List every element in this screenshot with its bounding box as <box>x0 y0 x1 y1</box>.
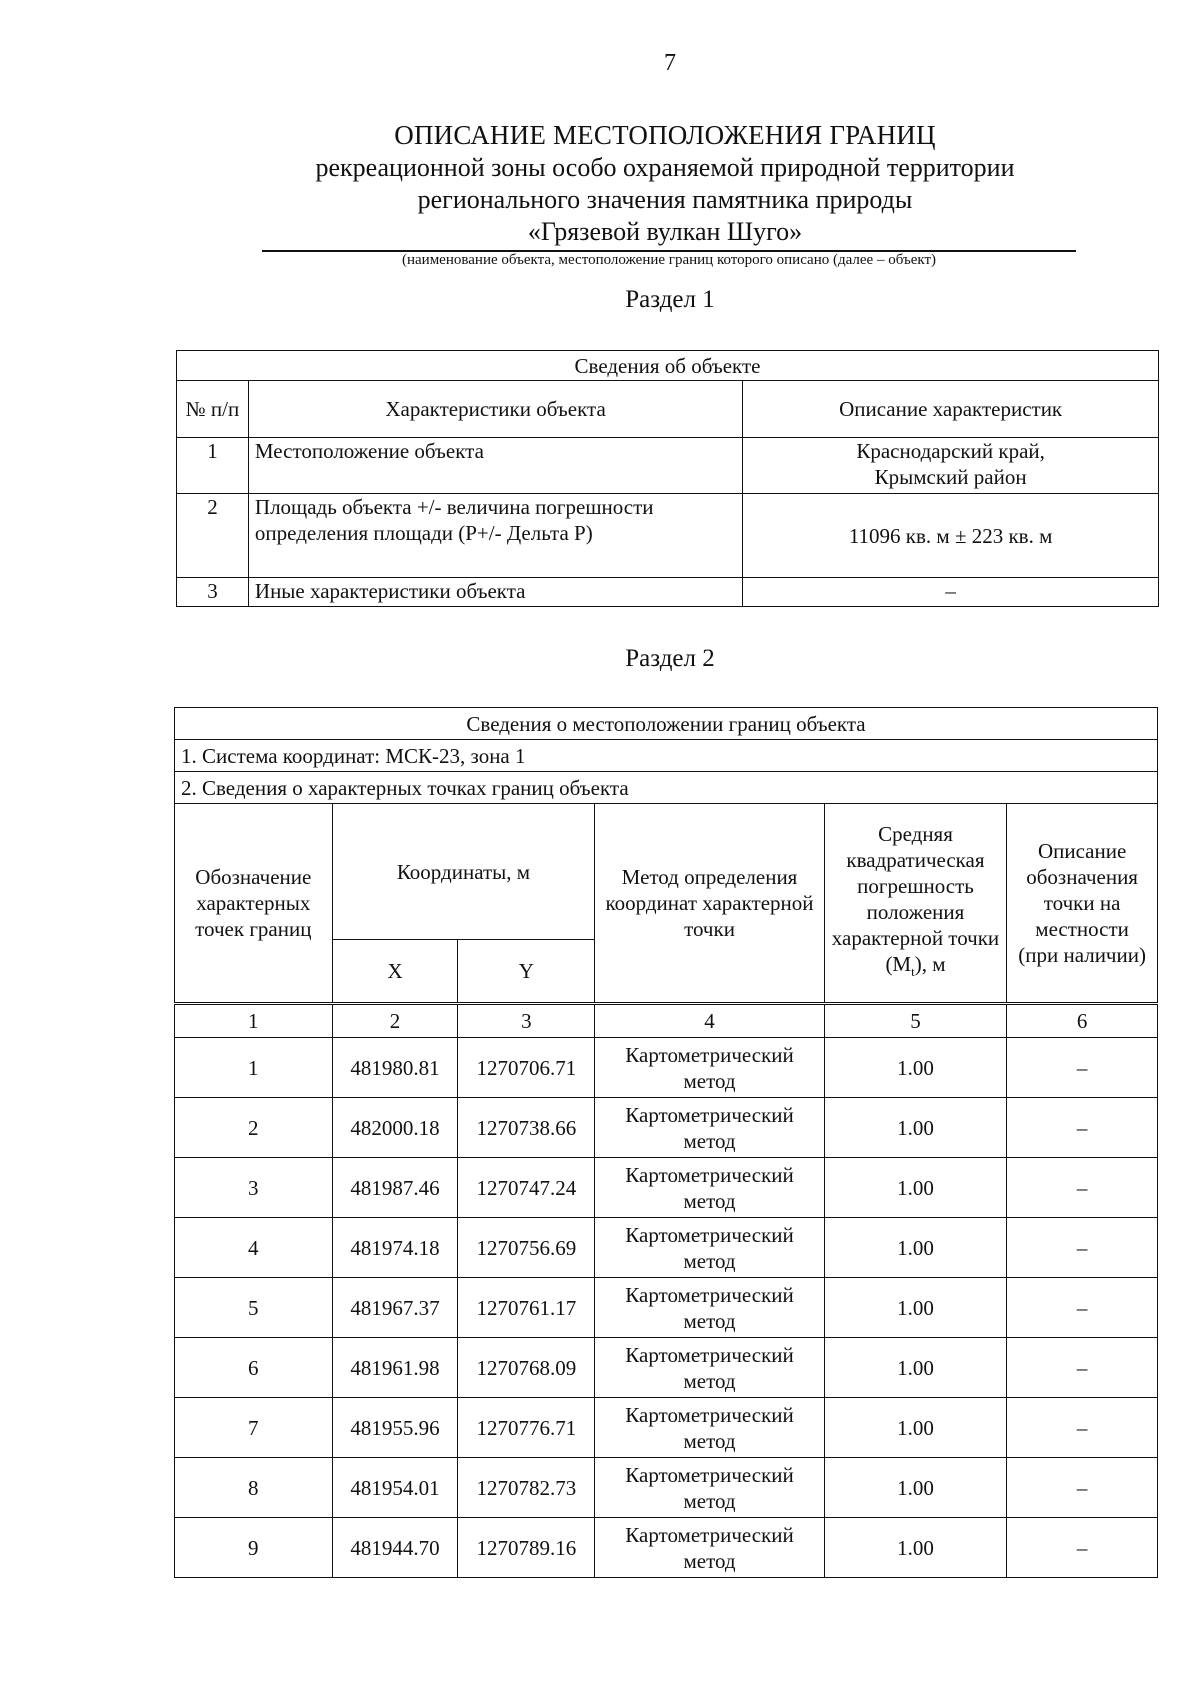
column-number: 1 <box>175 1004 333 1038</box>
point-method: Картометрический метод <box>595 1098 824 1158</box>
point-method: Картометрический метод <box>595 1518 824 1578</box>
point-error: 1.00 <box>824 1218 1006 1278</box>
coord-x: 481944.70 <box>332 1518 458 1578</box>
point-method: Картометрический метод <box>595 1158 824 1218</box>
coord-x: 481967.37 <box>332 1278 458 1338</box>
header-point-description: Описание обозначения точки на местности (при наличии) <box>1007 804 1158 1004</box>
coord-y: 1270768.09 <box>458 1338 595 1398</box>
row-value: 11096 кв. м ± 223 кв. м <box>743 494 1159 578</box>
table-row <box>175 1398 1158 1458</box>
document-title <box>230 118 1100 248</box>
point-error: 1.00 <box>824 1038 1006 1098</box>
object-info-table <box>176 350 1159 607</box>
point-error: 1.00 <box>824 1398 1006 1458</box>
header-description: Описание характеристик <box>743 381 1159 438</box>
title-caption: (наименование объекта, местоположение границ которого описано (далее – объект) <box>401 252 937 268</box>
point-error: 1.00 <box>824 1278 1006 1338</box>
row-characteristic: Местоположение объекта <box>248 438 742 494</box>
title-line-3: регионального значения памятника природы <box>417 185 913 214</box>
point-id: 6 <box>175 1338 333 1398</box>
coordinate-system: 1. Система координат: МСК-23, зона 1 <box>175 740 1158 772</box>
table-row <box>175 1338 1158 1398</box>
point-error: 1.00 <box>824 1338 1006 1398</box>
table-row <box>175 1278 1158 1338</box>
column-number-row <box>175 1004 1158 1038</box>
table-row <box>175 1458 1158 1518</box>
page-number: 7 <box>664 50 676 76</box>
point-description: – <box>1007 1458 1158 1518</box>
header-x: X <box>332 940 458 1004</box>
point-error: 1.00 <box>824 1458 1006 1518</box>
row-characteristic: Иные характеристики объекта <box>248 578 742 607</box>
table-row <box>175 1158 1158 1218</box>
coord-y: 1270789.16 <box>458 1518 595 1578</box>
point-id: 3 <box>175 1158 333 1218</box>
point-id: 1 <box>175 1038 333 1098</box>
coord-y: 1270706.71 <box>458 1038 595 1098</box>
point-id: 7 <box>175 1398 333 1458</box>
point-description: – <box>1007 1218 1158 1278</box>
coord-y: 1270782.73 <box>458 1458 595 1518</box>
points-body <box>175 1038 1158 1578</box>
title-line-2: рекреационной зоны особо охраняемой природной территории <box>315 153 1015 182</box>
boundary-points-table <box>174 707 1158 1578</box>
coord-y: 1270738.66 <box>458 1098 595 1158</box>
coord-x: 481955.96 <box>332 1398 458 1458</box>
coord-y: 1270761.17 <box>458 1278 595 1338</box>
points-title: 2. Сведения о характерных точках границ объекта <box>175 772 1158 804</box>
coord-x: 481987.46 <box>332 1158 458 1218</box>
point-description: – <box>1007 1338 1158 1398</box>
point-method: Картометрический метод <box>595 1218 824 1278</box>
table-row <box>175 1518 1158 1578</box>
title-object-name: «Грязевой вулкан Шуго» <box>527 217 803 246</box>
point-method: Картометрический метод <box>595 1458 824 1518</box>
point-error: 1.00 <box>824 1158 1006 1218</box>
point-id: 9 <box>175 1518 333 1578</box>
point-description: – <box>1007 1158 1158 1218</box>
header-point-label: Обозначение характерных точек границ <box>175 804 333 1004</box>
coord-x: 481974.18 <box>332 1218 458 1278</box>
point-id: 8 <box>175 1458 333 1518</box>
point-method: Картометрический метод <box>595 1338 824 1398</box>
row-num: 3 <box>177 578 249 607</box>
table-row <box>175 1098 1158 1158</box>
point-description: – <box>1007 1518 1158 1578</box>
table-row <box>177 578 1159 607</box>
point-error: 1.00 <box>824 1518 1006 1578</box>
row-num: 2 <box>177 494 249 578</box>
coord-y: 1270756.69 <box>458 1218 595 1278</box>
coord-x: 481961.98 <box>332 1338 458 1398</box>
point-id: 2 <box>175 1098 333 1158</box>
point-description: – <box>1007 1038 1158 1098</box>
section-1-heading: Раздел 1 <box>625 286 715 313</box>
point-id: 4 <box>175 1218 333 1278</box>
row-characteristic: Площадь объекта +/- величина погрешности определения площади (Р+/- Дельта Р) <box>248 494 742 578</box>
column-number: 4 <box>595 1004 824 1038</box>
header-method: Метод определения координат характерной точки <box>595 804 824 1004</box>
point-description: – <box>1007 1278 1158 1338</box>
header-error: Средняя квадратическая погрешность положения характерной точки $(M_t)$, м <box>824 804 1006 1004</box>
column-number: 3 <box>458 1004 595 1038</box>
point-description: – <box>1007 1398 1158 1458</box>
section-2-heading: Раздел 2 <box>625 645 715 672</box>
point-method: Картометрический метод <box>595 1398 824 1458</box>
header-characteristic: Характеристики объекта <box>248 381 742 438</box>
column-number: 6 <box>1007 1004 1158 1038</box>
column-number: 2 <box>332 1004 458 1038</box>
coord-x: 481954.01 <box>332 1458 458 1518</box>
table-row <box>175 1038 1158 1098</box>
column-number: 5 <box>824 1004 1006 1038</box>
point-error: 1.00 <box>824 1098 1006 1158</box>
row-value: Краснодарский край, Крымский район <box>743 438 1159 494</box>
title-main: ОПИСАНИЕ МЕСТОПОЛОЖЕНИЯ ГРАНИЦ <box>394 120 936 150</box>
point-id: 5 <box>175 1278 333 1338</box>
coord-x: 482000.18 <box>332 1098 458 1158</box>
header-coordinates: Координаты, м <box>332 804 595 940</box>
row-num: 1 <box>177 438 249 494</box>
row-value: – <box>743 578 1159 607</box>
table-row <box>177 438 1159 494</box>
object-info-title: Сведения об объекте <box>177 351 1159 381</box>
coord-y: 1270747.24 <box>458 1158 595 1218</box>
point-method: Картометрический метод <box>595 1038 824 1098</box>
header-y: Y <box>458 940 595 1004</box>
coord-y: 1270776.71 <box>458 1398 595 1458</box>
table-row <box>175 1218 1158 1278</box>
header-num: № п/п <box>177 381 249 438</box>
boundary-table-title: Сведения о местоположении границ объекта <box>175 708 1158 740</box>
table-row <box>177 494 1159 578</box>
point-method: Картометрический метод <box>595 1278 824 1338</box>
point-description: – <box>1007 1098 1158 1158</box>
coord-x: 481980.81 <box>332 1038 458 1098</box>
